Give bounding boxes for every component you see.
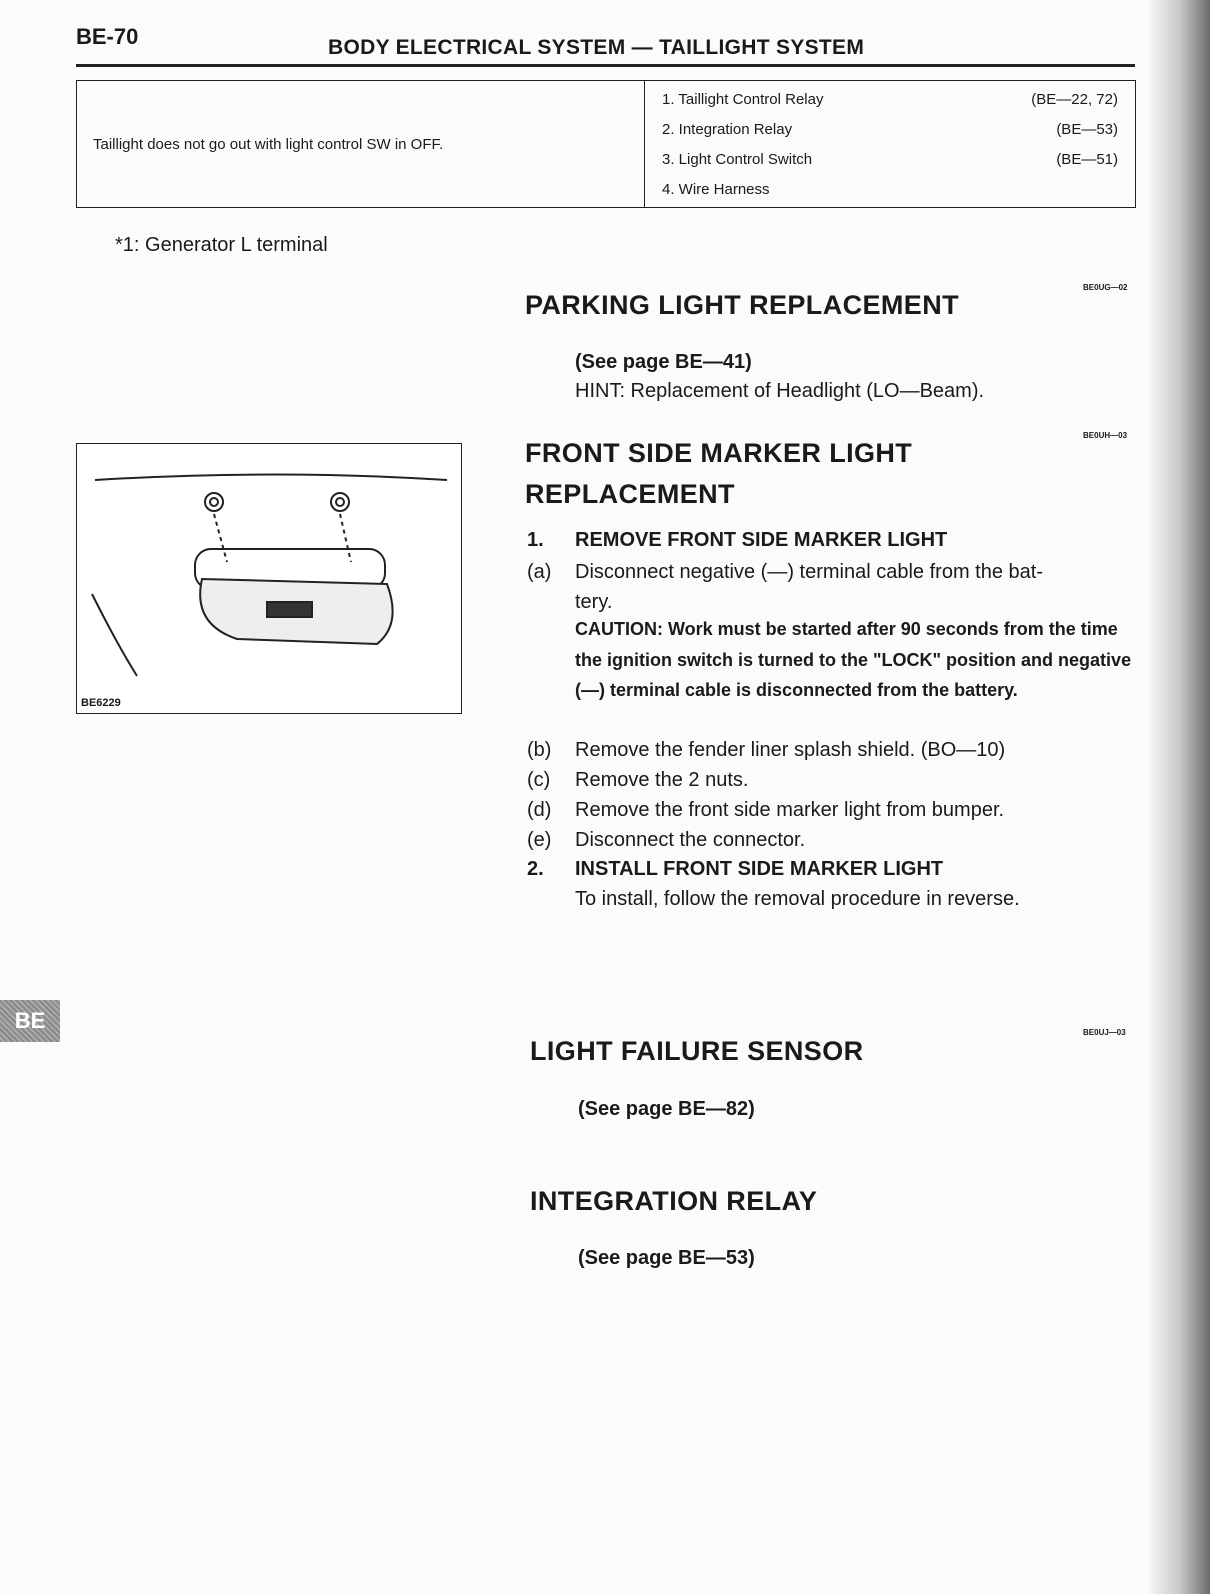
substep-label: (b) — [527, 739, 552, 761]
section-code: BE0UG—02 — [1083, 283, 1128, 292]
part-name: 4. Wire Harness — [662, 180, 770, 198]
substep-text: Remove the front side marker light from bumper. — [575, 799, 1005, 821]
substep-label: (d) — [527, 799, 552, 821]
trouble-cell: Taillight does not go out with light control SW in OFF. — [77, 81, 645, 208]
substep-text: Remove the 2 nuts. — [575, 769, 749, 791]
section-code: BE0UH—03 — [1083, 431, 1128, 440]
part-name: 1. Taillight Control Relay — [662, 90, 824, 108]
marker-light-figure — [76, 443, 462, 714]
figure-label: BE6229 — [81, 697, 121, 709]
substep-text: Disconnect negative (—) terminal cable from the bat- — [575, 561, 1043, 583]
substep-label: (e) — [527, 829, 552, 851]
footnote: *1: Generator L terminal — [115, 234, 328, 256]
section-code: BE0UJ—03 — [1083, 1028, 1126, 1037]
relay-see-page: (See page BE—53) — [578, 1247, 755, 1269]
substep-text: tery. — [575, 591, 613, 613]
sensor-see-page: (See page BE—82) — [578, 1098, 755, 1120]
part-row — [646, 144, 1134, 174]
caution-text: CAUTION: Work must be started after 90 seconds from the time the ignition switch is turned to the "LOCK" position and negative (—) terminal cable is disconnected from the battery. — [575, 619, 1132, 700]
part-ref: (BE—22, 72) — [1031, 90, 1118, 108]
step-heading: REMOVE FRONT SIDE MARKER LIGHT — [575, 529, 948, 551]
light-failure-sensor-heading: LIGHT FAILURE SENSOR — [530, 1036, 864, 1066]
step-heading: INSTALL FRONT SIDE MARKER LIGHT — [575, 858, 944, 880]
parts-cell — [645, 81, 1136, 208]
page-number: BE-70 — [76, 24, 139, 49]
trouble-table — [76, 80, 1136, 208]
step-text: To install, follow the removal procedure in reverse. — [575, 888, 1020, 910]
header-rule — [76, 64, 1135, 67]
part-ref: (BE—53) — [1056, 120, 1118, 138]
marker-heading-line2: REPLACEMENT — [525, 479, 735, 509]
step-number: 1. — [527, 529, 544, 551]
part-row — [646, 84, 1134, 114]
section-tab-be: BE — [0, 1000, 60, 1042]
part-row — [646, 114, 1134, 144]
marker-heading-line1: FRONT SIDE MARKER LIGHT — [525, 438, 913, 468]
parking-see-page: (See page BE—41) — [575, 351, 752, 373]
marker-light-illustration — [77, 444, 461, 713]
part-name: 2. Integration Relay — [662, 120, 793, 138]
page-edge-shadow — [1150, 0, 1210, 1594]
substep-label: (a) — [527, 561, 552, 583]
part-row — [646, 174, 1134, 204]
substep-text: Remove the fender liner splash shield. (BO—10) — [575, 739, 1006, 761]
part-ref: (BE—51) — [1056, 150, 1118, 168]
substep-label: (c) — [527, 769, 551, 791]
step-number: 2. — [527, 858, 544, 880]
integration-relay-heading: INTEGRATION RELAY — [530, 1186, 818, 1216]
part-name: 3. Light Control Switch — [662, 150, 813, 168]
page-header-title: BODY ELECTRICAL SYSTEM — TAILLIGHT SYSTEM — [328, 36, 865, 59]
parking-light-heading: PARKING LIGHT REPLACEMENT — [525, 290, 959, 320]
substep-text: Disconnect the connector. — [575, 829, 806, 851]
parking-hint: HINT: Replacement of Headlight (LO—Beam). — [575, 380, 985, 402]
